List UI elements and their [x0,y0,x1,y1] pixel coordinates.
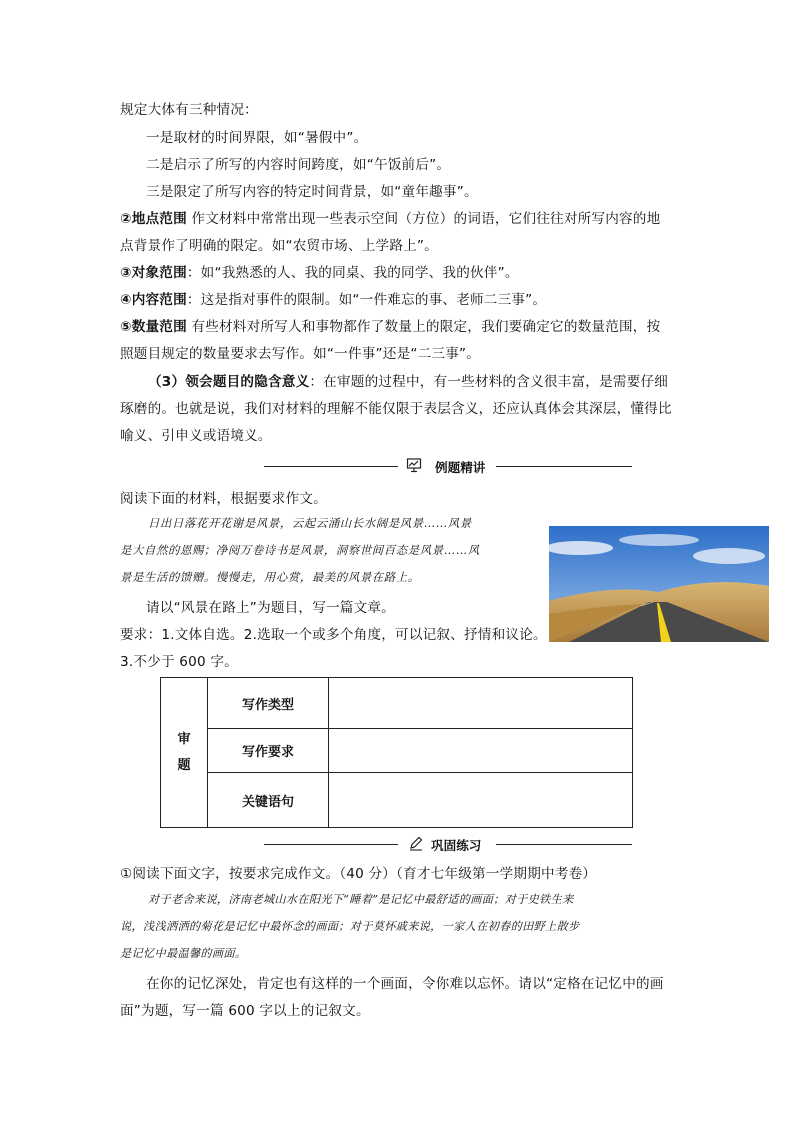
example-section-header [0,455,794,475]
scope-location-text: 作文材料中常常出现一些表示空间（方位）的词语，它们往往对所写内容的地 [186,211,661,227]
practice-task-line-2: 面”为题，写一篇 600 字以上的记叙文。 [120,1003,370,1019]
review-header-char-2: 题 [177,757,191,773]
example-quote-line-2: 是大自然的恩赐；净阅万卷诗书是风景，洞察世间百态是风景……风 [120,543,480,557]
scope-content-text: ：这是指对事件的限制。如“一件难忘的事、老师二三事”。 [186,292,547,308]
header-rule-left [264,844,398,845]
implied-meaning-label: （3）领会题目的隐含意义 [148,374,310,390]
review-value-type[interactable] [329,678,633,729]
intro-line-1: 规定大体有三种情况： [120,102,258,118]
scope-object-label: ③对象范围 [120,265,187,281]
practice-task-line-1: 在你的记忆深处，肯定也有这样的一个画面，令你难以忘怀。请以“定格在记忆中的画 [146,976,664,992]
practice-section-header [0,833,794,853]
header-rule-left [264,466,398,467]
pencil-icon [408,835,424,855]
example-quote-line-1: 日出日落花开花谢是风景，云起云涌山长水阔是风景……风景 [148,516,472,530]
example-requirement-line-1: 要求：1.文体自选。2.选取一个或多个角度，可以记叙、抒情和议论。 [120,627,547,643]
example-prompt: 阅读下面的材料，根据要求作文。 [120,491,327,507]
implied-meaning-text: ：在审题的过程中，有一些材料的含义很丰富，是需要仔细 [309,374,669,390]
scope-quantity-cont: 照题目规定的数量要求去写作。如“一件事”还是“二三事”。 [120,346,481,362]
review-header-char-1: 审 [177,731,191,747]
review-row-header [161,678,208,828]
review-value-key-sentences[interactable] [329,773,633,828]
example-quote-line-3: 景是生活的馈赠。慢慢走，用心赏，最美的风景在路上。 [120,570,420,584]
intro-line-2: 一是取材的时间界限，如“暑假中”。 [146,130,368,146]
road-landscape-photo [549,526,769,642]
implied-meaning [148,370,668,390]
scope-location-label: ②地点范围 [120,211,187,227]
practice-section-title: 巩固练习 [431,838,482,853]
review-label-requirements: 写作要求 [208,729,329,773]
review-label-type: 写作类型 [208,678,329,729]
example-section-title: 例题精讲 [435,460,486,475]
intro-line-4: 三是限定了所写内容的特定时间背景，如“童年趣事”。 [146,184,478,200]
scope-quantity-label: ⑤数量范围 [120,319,187,335]
presentation-chart-icon [406,457,422,477]
scope-location-cont: 点背景作了明确的限定。如“农贸市场、上学路上”。 [120,238,438,254]
scope-quantity-text: 有些材料对所写人和事物都作了数量上的限定，我们要确定它的数量范围，按 [186,319,661,335]
scope-object-text: ：如“我熟悉的人、我的同桌、我的同学、我的伙伴”。 [186,265,519,281]
scope-location [120,207,660,227]
scope-object [120,261,519,281]
implied-line-2: 琢磨的。也就是说，我们对材料的理解不能仅限于表层含义，还应认真体会其深层，懂得比 [120,401,672,417]
practice-question-1: ①阅读下面文字，按要求完成作文。（40 分）（育才七年级第一学期期中考卷） [120,866,597,882]
practice-quote-line-3: 是记忆中最温馨的画面。 [120,947,247,960]
practice-quote-line-1: 对于老舍来说，济南老城山水在阳光下“睡着”是记忆中最舒适的画面；对于史铁生来 [148,893,574,906]
scope-content-label: ④内容范围 [120,292,187,308]
review-table [160,677,633,828]
practice-quote-line-2: 说，浅浅洒洒的菊花是记忆中最怀念的画面；对于莫怀戚来说，一家人在初春的田野上散步 [120,920,580,933]
scope-quantity [120,315,660,335]
review-value-requirements[interactable] [329,729,633,773]
intro-line-3: 二是启示了所写的内容时间跨度，如“午饭前后”。 [146,157,451,173]
review-label-key-sentences: 关键语句 [208,773,329,828]
implied-line-3: 喻义、引申义或语境义。 [120,428,272,444]
example-task: 请以“风景在路上”为题目，写一篇文章。 [146,600,395,616]
scope-content [120,288,546,308]
header-rule-right [496,466,632,467]
example-requirement-line-2: 3.不少于 600 字。 [120,654,238,670]
header-rule-right [496,844,632,845]
